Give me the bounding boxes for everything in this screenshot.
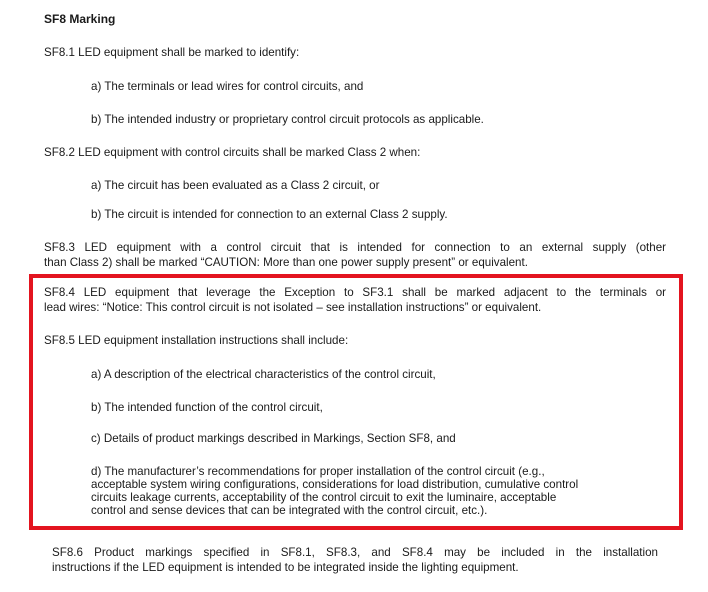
sf84-line-1: SF8.4 LED equipment that leverage the Exception to SF3.1 shall be marked adjacent to the terminals or (44, 286, 666, 299)
sf86-line-1: SF8.6 Product markings specified in SF8.1, SF8.3, and SF8.4 may be included in the installation (52, 546, 658, 559)
sf83-paragraph (44, 240, 666, 270)
sf85-item-d-line-4: control and sense devices that can be integrated with the control circuit, etc.). (91, 504, 488, 517)
sf82-intro: SF8.2 LED equipment with control circuits shall be marked Class 2 when: (44, 146, 421, 159)
sf86-line-2: instructions if the LED equipment is intended to be integrated inside the lighting equipment. (52, 561, 519, 574)
sf81-item-b: b) The intended industry or proprietary control circuit protocols as applicable. (91, 113, 484, 126)
sf85-item-d-line-2: acceptable system wiring configurations, considerations for load distribution, cumulative control (91, 478, 579, 491)
sf83-line-2: than Class 2) shall be marked “CAUTION: More than one power supply present” or equivalent. (44, 256, 528, 269)
sf85-item-d-line-3: circuits leakage currents, acceptability of the control circuit to exit the luminaire, acceptable (91, 491, 557, 504)
sf85-item-b: b) The intended function of the control circuit, (91, 401, 323, 414)
sf84-line-2: lead wires: “Notice: This control circuit is not isolated – see installation instructions” or equivalent. (44, 301, 542, 314)
sf81-intro: SF8.1 LED equipment shall be marked to identify: (44, 46, 300, 59)
sf81-item-a: a) The terminals or lead wires for control circuits, and (91, 80, 364, 93)
sf85-item-d-line-1: d) The manufacturer’s recommendations for proper installation of the control circuit (e.g., (91, 465, 545, 478)
sf85-item-a: a) A description of the electrical characteristics of the control circuit, (91, 368, 436, 381)
sf86-paragraph (52, 545, 658, 575)
sf85-item-c: c) Details of product markings described in Markings, Section SF8, and (91, 432, 456, 445)
sf83-line-1: SF8.3 LED equipment with a control circuit that is intended for connection to an external supply (other (44, 241, 666, 254)
sf82-item-a: a) The circuit has been evaluated as a Class 2 circuit, or (91, 179, 380, 192)
sf85-intro: SF8.5 LED equipment installation instructions shall include: (44, 334, 349, 347)
sf84-paragraph (44, 285, 666, 315)
section-heading: SF8 Marking (44, 12, 116, 26)
sf82-item-b: b) The circuit is intended for connection to an external Class 2 supply. (91, 208, 448, 221)
